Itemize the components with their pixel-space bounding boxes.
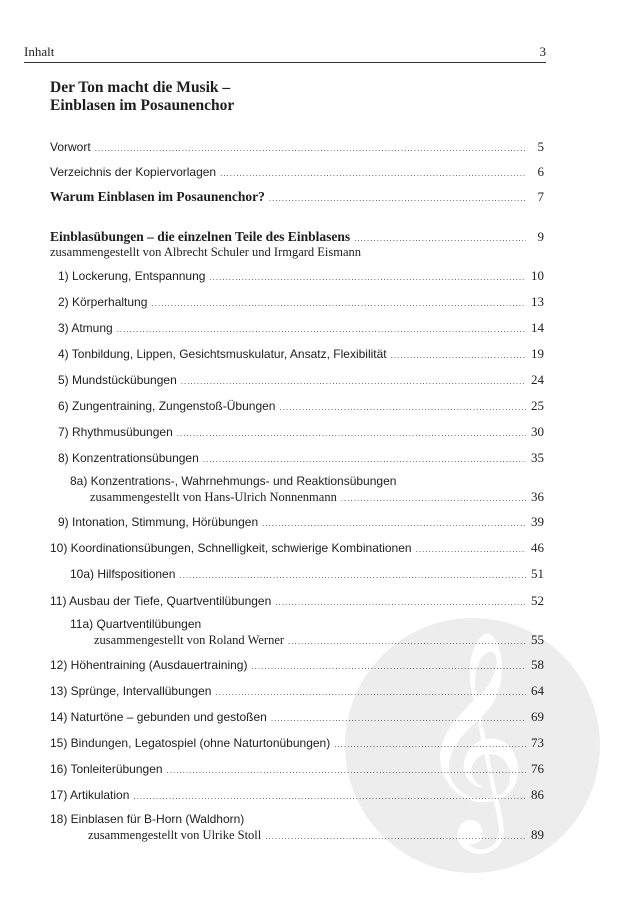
dot-leader [334,737,526,753]
toc-page-number: 86 [531,787,544,802]
toc-entry-title: 10) Koordinationsübungen, Schnelligkeit, schwierige Kombinationen [50,541,412,555]
dot-leader [203,452,526,468]
treble-clef-icon: 𝄞 [417,628,528,844]
toc-entry-title: 8a) Konzentrations-, Wahrnehmungs- und Reaktionsübungen [70,474,397,488]
toc-entry-vorwort[interactable] [50,139,544,155]
dot-leader [416,542,526,558]
toc-entry-15[interactable] [50,735,544,751]
toc-entry-title: 4) Tonbildung, Lippen, Gesichtsmuskulatur, Ansatz, Flexibilität [58,347,387,361]
toc-entry-7[interactable] [58,424,544,440]
toc-entry-title: 9) Intonation, Stimmung, Hörübungen [58,515,259,529]
toc-page-number: 24 [531,372,544,387]
page-header [24,44,546,63]
dot-leader [215,685,526,701]
toc-page-number: 89 [531,827,544,842]
toc-entry-10a[interactable] [70,566,544,582]
toc-page-number: 69 [531,709,544,724]
dot-leader [167,763,526,779]
toc-page-number: 19 [531,346,544,361]
toc-entry-title: 18) Einblasen für B-Horn (Waldhorn) [50,812,245,826]
toc-entry-title: 12) Höhentraining (Ausdauertraining) [50,658,248,672]
toc-page-number: 5 [537,139,544,154]
toc-page-number: 30 [531,424,544,439]
toc-entry-2[interactable] [58,294,544,310]
toc-entry-13[interactable] [50,683,544,699]
toc-page-number: 58 [531,657,544,672]
toc-entry-title: 15) Bindungen, Legatospiel (ohne Naturtonübungen) [50,736,331,750]
toc-entry-8[interactable] [58,450,544,466]
dot-leader [391,348,526,364]
toc-entry-11[interactable] [50,593,544,609]
dot-leader [271,711,526,727]
toc-entry-3[interactable] [58,320,544,336]
dot-leader [181,374,526,390]
toc-entry-8a[interactable] [70,474,544,505]
toc-entry-title: 17) Artikulation [50,788,130,802]
toc-entry-title: 2) Körperhaltung [58,295,148,309]
toc-entry-title: 11a) Quartventilübungen [70,617,202,631]
dot-leader [262,516,526,532]
dot-leader [354,231,526,247]
toc-entry-title: 10a) Hilfspositionen [70,567,176,581]
toc-page-number: 52 [531,593,544,608]
toc-page-number: 25 [531,398,544,413]
toc-entry-title: 6) Zungentraining, Zungenstoß-Übungen [58,399,276,413]
toc-page-number: 73 [531,735,544,750]
toc-entry-authors: zusammengestellt von Hans-Ulrich Nonnenmann [90,490,337,504]
toc-entry-17[interactable] [50,787,544,803]
dot-leader [133,789,526,805]
dot-leader [251,659,526,675]
toc-page-number: 64 [531,683,544,698]
toc-page-number: 6 [537,164,544,179]
toc-page-number: 14 [531,320,544,335]
toc-entry-warum[interactable] [50,189,544,205]
header-page-number: 3 [539,44,546,59]
toc-entry-14[interactable] [50,709,544,725]
toc-page-number: 46 [531,540,544,555]
toc-entry-authors: zusammengestellt von Albrecht Schuler und Irmgard Eismann [50,245,362,259]
toc-page-number: 39 [531,514,544,529]
toc-page-number: 55 [531,632,544,647]
toc-entry-title: Warum Einblasen im Posaunenchor? [50,189,265,204]
toc-entry-10[interactable] [50,540,544,556]
toc-entry-11a[interactable] [70,617,544,648]
toc-page-number: 76 [531,761,544,776]
dot-leader [265,829,526,845]
toc-entry-title: 16) Tonleiterübungen [50,762,163,776]
toc-entry-title: Vorwort [50,140,91,154]
toc-page-number: 10 [531,268,544,283]
dot-leader [117,322,526,338]
dot-leader [275,595,526,611]
toc-entry-5[interactable] [58,372,544,388]
toc-page-number: 9 [537,229,544,244]
dot-leader [279,400,526,416]
toc-entry-12[interactable] [50,657,544,673]
toc-entry-1[interactable] [58,268,544,284]
toc-entry-title: 5) Mundstückübungen [58,373,177,387]
toc-entry-title: Verzeichnis der Kopiervorlagen [50,165,217,179]
toc-entry-9[interactable] [58,514,544,530]
toc-entry-title: 8) Konzentrationsübungen [58,451,199,465]
toc-entry-18[interactable] [50,812,544,843]
toc-entry-title: 1) Lockerung, Entspannung [58,269,206,283]
toc-page-number: 51 [531,566,544,581]
toc-entry-authors: zusammengestellt von Roland Werner [94,633,285,647]
toc-entry-einblasuebungen[interactable] [50,229,544,260]
dot-leader [95,141,526,157]
dot-leader [288,634,526,650]
toc-entry-4[interactable] [58,346,544,362]
toc-entry-title: Einblasübungen – die einzelnen Teile des Einblasens [50,229,351,244]
toc-page-number: 13 [531,294,544,309]
dot-leader [209,270,526,286]
dot-leader [341,491,526,507]
document-title [50,79,234,115]
toc-entry-title: 3) Atmung [58,321,113,335]
header-label: Inhalt [24,44,55,59]
toc-page-number: 35 [531,450,544,465]
toc-entry-16[interactable] [50,761,544,777]
toc-entry-6[interactable] [58,398,544,414]
toc-entry-title: 11) Ausbau der Tiefe, Quartventilübungen [50,594,272,608]
dot-leader [151,296,526,312]
toc-entry-authors: zusammengestellt von Ulrike Stoll [88,828,262,842]
toc-page-number: 7 [537,189,544,204]
title-line-2: Einblasen im Posaunenchor [50,97,235,114]
toc-entry-title: 13) Sprünge, Intervallübungen [50,684,212,698]
toc-entry-verzeichnis[interactable] [50,164,544,180]
toc-entry-title: 14) Naturtöne – gebunden und gestoßen [50,710,267,724]
toc-page-number: 36 [531,489,544,504]
dot-leader [177,426,526,442]
title-line-1: Der Ton macht die Musik – [50,79,231,96]
dot-leader [220,166,526,182]
toc-entry-title: 7) Rhythmusübungen [58,425,173,439]
dot-leader [269,191,526,207]
dot-leader [179,568,526,584]
